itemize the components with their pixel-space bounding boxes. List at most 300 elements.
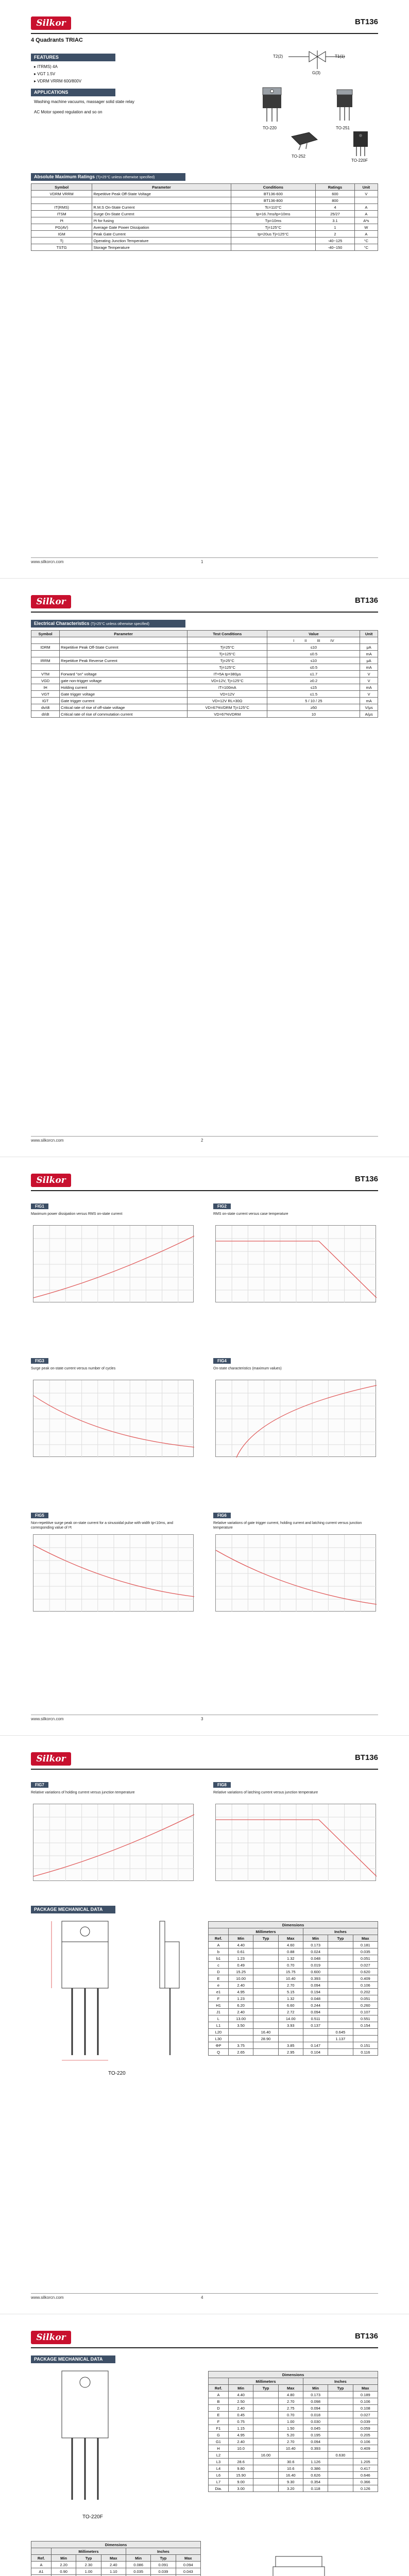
figure-plot [215, 1804, 376, 1881]
page-1 [0, 0, 409, 579]
table-cell: 2.50 [228, 2398, 253, 2405]
table-cell: 0.039 [353, 2418, 378, 2425]
package-label: TO-220 [263, 126, 277, 130]
table-header-cell: Typ [151, 2555, 176, 2562]
table-header-cell: Dimensions [209, 1922, 378, 1928]
table-header-row [31, 184, 378, 191]
table-cell [328, 2405, 353, 2412]
table-cell: 15.75 [278, 1969, 303, 1975]
table-row [31, 238, 378, 244]
table-cell [253, 1955, 278, 1962]
table-cell: 0.366 [353, 2479, 378, 2485]
table-cell: 0.600 [303, 1969, 328, 1975]
table-cell [328, 2392, 353, 2398]
footer-page-number: 2 [201, 1138, 203, 1143]
table-cell: F [209, 1995, 229, 2002]
table-row [209, 2425, 378, 2432]
table-cell [303, 2452, 328, 2459]
table-cell [253, 2022, 278, 2029]
figure-tag: FIG2 [213, 1204, 231, 1209]
table-header-cell: Typ [253, 1935, 278, 1942]
table-cell: A [354, 204, 378, 211]
page-3 [0, 1157, 409, 1736]
table-cell: 4 [316, 204, 355, 211]
table-row [209, 2036, 378, 2042]
brand-logo: Silkor [31, 1752, 71, 1766]
table-cell: Holding current [60, 684, 188, 691]
table-cell: L4 [209, 2465, 229, 2472]
table-cell: 0.019 [303, 1962, 328, 1969]
figure-graph [216, 1226, 377, 1303]
table-header-cell: Unit [360, 631, 378, 637]
table-cell [328, 2002, 353, 2009]
table-cell [31, 197, 92, 204]
table-cell: 0.386 [303, 2465, 328, 2472]
table-header-cell: Ref. [209, 2385, 229, 2392]
table-cell: E [209, 1975, 229, 1982]
package-image-to220 [258, 88, 288, 124]
table-cell: L2 [209, 2452, 229, 2459]
table-cell: Average Gate Power Dissipation [92, 224, 231, 231]
to220-side-drawing [149, 1921, 191, 2065]
table-cell [228, 2029, 253, 2036]
table-cell: mA [360, 664, 378, 671]
feature-text: ITRMS) 4A [37, 64, 58, 69]
figure-plot [33, 1534, 194, 1612]
feature-item: ▸ VDRM VRRM 600/800V [34, 79, 82, 83]
table-cell: VD=67%VDRM [188, 711, 267, 718]
table-cell: H1 [209, 2002, 229, 2009]
table-cell: tp=16.7ms/tp=10ms [231, 211, 316, 217]
table-cell [253, 1975, 278, 1982]
table-row [209, 2398, 378, 2405]
applications-heading: APPLICATIONS [31, 89, 115, 96]
to220f-drawing [46, 2371, 134, 2510]
page-4 [0, 1736, 409, 2314]
feature-text: VDRM VRRM 600/800V [37, 79, 82, 83]
table-cell: 0.260 [353, 2002, 378, 2009]
table-cell: °C [354, 238, 378, 244]
table-row [209, 1948, 378, 1955]
table-cell: Tj=25°C [188, 657, 267, 664]
table-header-cell: Min [228, 2385, 253, 2392]
quadrant-cell [267, 637, 360, 644]
table-cell: 0.417 [353, 2465, 378, 2472]
table-cell: 0.620 [353, 1969, 378, 1975]
table-row [209, 1955, 378, 1962]
figure-caption: Relative variations of gate trigger current, holding current and latching current versus junction temperature [213, 1521, 362, 1530]
ec-title: Electrical Characteristics [34, 621, 90, 626]
table-cell: 0.027 [353, 1962, 378, 1969]
table-cell: 3.1 [316, 217, 355, 224]
table-cell: 1 [316, 224, 355, 231]
table-cell: 0.645 [328, 2029, 353, 2036]
table-header-row [209, 2378, 378, 2385]
brand-logo: Silkor [31, 2331, 71, 2344]
figure-tag: FIG8 [213, 1782, 231, 1788]
table-cell [60, 637, 188, 644]
table-cell [253, 1942, 278, 1948]
page-footer [31, 1136, 378, 1143]
table-row [209, 2465, 378, 2472]
table-cell [60, 651, 188, 657]
table-cell: 0.116 [353, 2049, 378, 2056]
table-row [209, 1962, 378, 1969]
table-row [31, 664, 378, 671]
figure-graph [33, 1804, 194, 1882]
table-cell: A [31, 2562, 52, 2568]
table-cell: 0.244 [303, 2002, 328, 2009]
table-header-cell: Inches [126, 2548, 200, 2555]
table-cell: 0.70 [278, 1962, 303, 1969]
table-cell: R.M.S On-State Current [92, 204, 231, 211]
package-label: TO-220F [351, 158, 368, 163]
quadrant-label: I [293, 638, 295, 643]
table-cell: 2.40 [228, 2009, 253, 2015]
table-cell: VD=67%VDRM Tj=125°C [188, 704, 267, 711]
abs-max-table [31, 183, 378, 251]
table-header-cell: Millimeters [228, 2378, 303, 2385]
table-cell [328, 2009, 353, 2015]
table-header-row [209, 1935, 378, 1942]
table-cell: VD=12V RL=30Ω [188, 698, 267, 704]
table-cell: 0.043 [176, 2568, 200, 2575]
table-cell: IRRM [31, 657, 60, 664]
table-cell: 0.551 [353, 2015, 378, 2022]
table-cell: 5 / 10 / 25 [267, 698, 360, 704]
table-cell: Dia. [209, 2485, 229, 2492]
ec-note: (Tj=25°C unless otherwise specified) [91, 622, 149, 626]
table-cell: 0.154 [353, 2022, 378, 2029]
table-cell: V/μs [360, 704, 378, 711]
table-cell [354, 197, 378, 204]
table-cell: b [209, 1948, 229, 1955]
dimensions-table [208, 1921, 378, 2056]
table-header-row [31, 2555, 201, 2562]
figure-plot [215, 1225, 376, 1302]
table-cell [253, 2465, 278, 2472]
table-cell: 0.194 [303, 1989, 328, 1995]
table-row [209, 2438, 378, 2445]
table-cell [253, 2412, 278, 2418]
brand-logo: Silkor [31, 1174, 71, 1187]
table-cell: ΦP [209, 2042, 229, 2049]
table-row [209, 2412, 378, 2418]
table-cell: IH [31, 684, 60, 691]
figure-graph [216, 1535, 377, 1612]
table-cell: 0.108 [353, 2405, 378, 2412]
table-header-row [209, 1928, 378, 1935]
table-cell: 3.93 [278, 2022, 303, 2029]
part-number: BT136 [354, 596, 378, 605]
table-cell [253, 2485, 278, 2492]
table-row [209, 1969, 378, 1975]
table-cell: tp=20us Tj=125°C [231, 231, 316, 238]
table-cell: μA [360, 644, 378, 651]
package-name: TO-220F [82, 2514, 103, 2520]
table-cell: Tj=125°C [188, 651, 267, 657]
table-cell: L20 [209, 2029, 229, 2036]
page-header [31, 1173, 378, 1188]
ec-heading [31, 620, 185, 628]
table-cell: 25/27 [316, 211, 355, 217]
table-cell: 0.094 [176, 2562, 200, 2568]
table-header-cell: Max [278, 2385, 303, 2392]
table-cell: D [209, 2405, 229, 2412]
table-cell: 0.107 [353, 2009, 378, 2015]
table-row [31, 684, 378, 691]
quadrant-label: IV [330, 638, 334, 643]
table-cell [253, 2049, 278, 2056]
table-cell: IT=5A tp=380μs [188, 671, 267, 677]
table-cell: L30 [209, 2036, 229, 2042]
table-cell: VGD [31, 677, 60, 684]
table-header-cell: Typ [328, 2385, 353, 2392]
table-cell: L6 [209, 2472, 229, 2479]
table-cell [253, 1969, 278, 1975]
table-cell [328, 2459, 353, 2465]
header-rule [31, 1769, 378, 1770]
table-cell: 0.151 [353, 2042, 378, 2049]
table-cell: W [354, 224, 378, 231]
table-cell: IGM [31, 231, 92, 238]
table-cell [328, 2438, 353, 2445]
figure-graph [216, 1804, 377, 1882]
table-cell: 0.90 [51, 2568, 76, 2575]
table-cell [303, 2029, 328, 2036]
table-row [209, 1975, 378, 1982]
abs-max-title: Absolute Maximum Ratings [34, 174, 95, 179]
table-cell: 1.00 [76, 2568, 101, 2575]
table-cell: 2.70 [278, 2398, 303, 2405]
table-cell: 10.40 [278, 2445, 303, 2452]
page-header [31, 15, 378, 31]
table-cell [328, 2042, 353, 2049]
figure-caption: Non-repetitive surge peak on-state current for a sinusoidal pulse with width tp<10ms, and corresponding value of I²t [31, 1521, 174, 1530]
table-cell [328, 1955, 353, 1962]
table-row [31, 2568, 201, 2575]
part-number: BT136 [354, 1753, 378, 1762]
table-cell [92, 197, 231, 204]
table-cell: dI/dt [31, 711, 60, 718]
dimensions-table [208, 2371, 378, 2492]
table-cell: 2.65 [228, 2049, 253, 2056]
table-row [209, 2392, 378, 2398]
table-row [209, 2405, 378, 2412]
table-cell: mA [360, 684, 378, 691]
table-row [209, 2445, 378, 2452]
table-cell [188, 637, 267, 644]
table-cell: 15.90 [228, 2472, 253, 2479]
table-cell: IDRM [31, 644, 60, 651]
table-cell: 0.035 [353, 1948, 378, 1955]
table-header-cell: Min [303, 2385, 328, 2392]
table-cell: 0.173 [303, 2392, 328, 2398]
table-cell: 4.40 [228, 2392, 253, 2398]
table-cell: 1.205 [353, 2459, 378, 2465]
table-cell: V [360, 671, 378, 677]
table-cell: 800 [316, 197, 355, 204]
table-cell: 10.00 [228, 1975, 253, 1982]
table-cell: 0.181 [353, 1942, 378, 1948]
package-heading: PACKAGE MECHANICAL DATA [31, 2355, 115, 2363]
package-image-to220f [350, 131, 371, 157]
table-cell: 16.00 [253, 2452, 278, 2459]
table-header-cell: Typ [253, 2385, 278, 2392]
page-footer [31, 2293, 378, 2300]
table-cell: Tj=125°C [231, 224, 316, 231]
table-header-cell: Max [353, 2385, 378, 2392]
table-row [31, 197, 378, 204]
table-cell: 0.045 [303, 2425, 328, 2432]
table-cell: VD=12V [188, 691, 267, 698]
table-cell: VD=12V, Tj=125°C [188, 677, 267, 684]
table-header-cell [209, 2378, 229, 2385]
table-cell: F [209, 2418, 229, 2425]
table-cell: ≤1.7 [267, 671, 360, 677]
table-cell: 15.25 [228, 1969, 253, 1975]
table-header-cell: Parameter [60, 631, 188, 637]
table-cell: 0.094 [303, 2438, 328, 2445]
table-cell [328, 2015, 353, 2022]
table-header-cell: Millimeters [51, 2548, 126, 2555]
to220-drawing [46, 1921, 134, 2065]
figure-graph [33, 1535, 194, 1612]
table-cell: 0.393 [303, 2445, 328, 2452]
table-cell [328, 2485, 353, 2492]
table-header-row [31, 2541, 201, 2548]
table-row [209, 2029, 378, 2036]
table-cell [253, 2479, 278, 2485]
table-row [31, 644, 378, 651]
page-footer [31, 557, 378, 565]
table-cell: ≤0.5 [267, 664, 360, 671]
table-cell [253, 2398, 278, 2405]
table-cell [328, 1948, 353, 1955]
table-header-cell: Typ [328, 1935, 353, 1942]
table-header-cell: Inches [303, 2378, 378, 2385]
table-cell: ≤10 [267, 657, 360, 664]
table-cell: 0.048 [303, 1955, 328, 1962]
table-cell: L7 [209, 2479, 229, 2485]
table-row [209, 2022, 378, 2029]
page-header [31, 594, 378, 609]
table-cell: 0.024 [303, 1948, 328, 1955]
table-header-cell: Ref. [31, 2555, 52, 2562]
feature-item: ▸ VGT 1.5V [34, 72, 56, 76]
table-cell: ≥50 [267, 704, 360, 711]
table-cell: IT=100mA [188, 684, 267, 691]
figure-tag: FIG6 [213, 1513, 231, 1518]
table-cell: 0.195 [303, 2432, 328, 2438]
table-cell [253, 2009, 278, 2015]
table-cell: 2.30 [76, 2562, 101, 2568]
table-row [209, 2472, 378, 2479]
table-cell: I²t for fusing [92, 217, 231, 224]
table-cell: VDRM VRRM [31, 191, 92, 197]
abs-max-heading [31, 173, 185, 181]
table-row [209, 1989, 378, 1995]
figure-tag: FIG3 [31, 1358, 48, 1364]
table-cell: 0.048 [303, 1995, 328, 2002]
table-cell: 0.106 [353, 1982, 378, 1989]
table-row [209, 1982, 378, 1989]
table-row [209, 2452, 378, 2459]
table-header-row [209, 2385, 378, 2392]
table-header-cell: Max [176, 2555, 200, 2562]
application-item: Washing machine vacuums, massager solid state relay [34, 99, 134, 104]
table-cell: 2.20 [51, 2562, 76, 2568]
table-header-row [31, 631, 378, 637]
table-header-cell: Min [228, 1935, 253, 1942]
table-cell: 6.60 [278, 2002, 303, 2009]
table-cell: 1.23 [228, 1955, 253, 1962]
brand-logo: Silkor [31, 595, 71, 608]
table-cell [253, 2405, 278, 2412]
table-cell [328, 2479, 353, 2485]
table-cell: ITSM [31, 211, 92, 217]
table-row [209, 2042, 378, 2049]
table-cell [253, 2418, 278, 2425]
table-cell: 0.626 [303, 2472, 328, 2479]
table-header-cell: Ref. [209, 1935, 229, 1942]
table-header-cell: Unit [354, 184, 378, 191]
table-cell [253, 2472, 278, 2479]
table-cell [278, 2036, 303, 2042]
table-cell: 0.202 [353, 1989, 378, 1995]
table-row [209, 2418, 378, 2425]
table-cell: L1 [209, 2022, 229, 2029]
table-cell [353, 2036, 378, 2042]
table-cell: 4.95 [228, 2432, 253, 2438]
table-cell [328, 2425, 353, 2432]
figure-plot [33, 1225, 194, 1302]
figure-graph [33, 1226, 194, 1303]
table-cell: 1.50 [278, 2425, 303, 2432]
table-cell: 0.039 [151, 2568, 176, 2575]
table-cell: Tj=25°C [188, 644, 267, 651]
table-cell: 0.61 [228, 1948, 253, 1955]
figure-caption: Relative variations of latching current versus junction temperature [213, 1791, 318, 1794]
table-cell: B [209, 2398, 229, 2405]
footer-page-number: 1 [201, 560, 203, 564]
table-cell: 0.106 [353, 2438, 378, 2445]
table-row [209, 2009, 378, 2015]
table-cell: Critical rate of rise of off-state voltage [60, 704, 188, 711]
table-row [209, 1995, 378, 2002]
table-row [31, 657, 378, 664]
table-cell: Tc=110°C [231, 204, 316, 211]
package-label: TO-252 [292, 154, 305, 159]
pin-g-label: G(3) [312, 71, 320, 75]
table-cell: °C [354, 244, 378, 251]
table-cell: 0.126 [353, 2485, 378, 2492]
figure-curve [236, 1385, 377, 1458]
table-row [31, 244, 378, 251]
footer-page-number: 4 [201, 2295, 203, 2300]
footer-website: www.silkorcn.com [31, 560, 64, 564]
table-cell: I²t [31, 217, 92, 224]
table-cell [253, 2392, 278, 2398]
table-cell: 0.70 [278, 2412, 303, 2418]
table-cell: 1.126 [303, 2459, 328, 2465]
table-cell: PG(AV) [31, 224, 92, 231]
table-cell [328, 2398, 353, 2405]
table-row [209, 2015, 378, 2022]
table-row [31, 651, 378, 657]
table-header-cell: Max [353, 1935, 378, 1942]
table-cell: 0.086 [126, 2562, 150, 2568]
